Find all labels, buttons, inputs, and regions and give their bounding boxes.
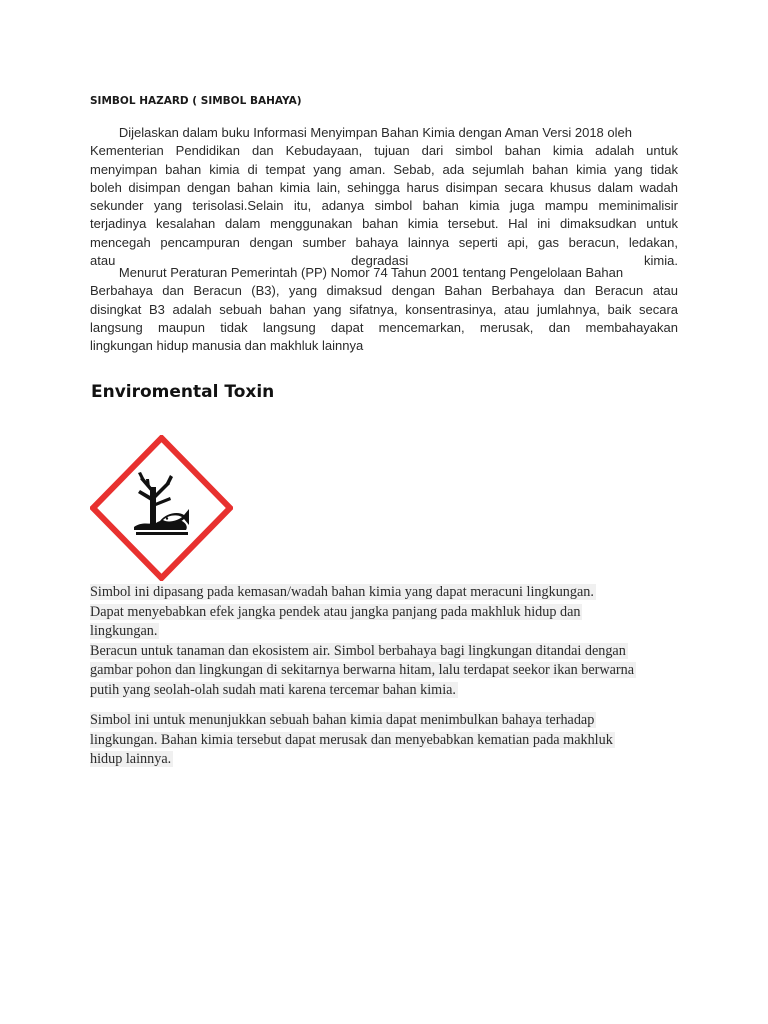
description-line: Simbol ini dipasang pada kemasan/wadah bahan kimia yang dapat meracuni lingkungan. <box>90 584 594 600</box>
environmental-hazard-icon <box>90 435 233 581</box>
description-line: putih yang seolah-olah sudah mati karena tercemar bahan kimia. <box>90 681 456 698</box>
description-block-2 <box>90 711 690 770</box>
description-line: lingkungan. <box>90 623 158 640</box>
paragraph-line: langsung maupun tidak langsung dapat mencemarkan, merusak, dan membahayakan <box>90 319 678 335</box>
paragraph-line: atau degradasi kimia. <box>90 253 678 269</box>
paragraph-line: Berbahaya dan Beracun (B3), yang dimaksud dengan Bahan Berbahaya dan Beracun atau <box>90 283 678 299</box>
description-line: gambar pohon dan lingkungan di sekitarnya berwarna hitam, lalu terdapat seekor ikan berwarna <box>90 662 635 679</box>
paragraph-line: disingkat B3 adalah sebuah bahan yang sifatnya, konsentrasinya, atau jumlahnya, baik secara <box>90 301 678 317</box>
paragraph-line: boleh disimpan dengan bahan kimia lain, sehingga harus disimpan secara khusus dalam wadah <box>90 179 678 195</box>
paragraph-line: Kementerian Pendidikan dan Kebudayaan, tujuan dari simbol bahan kimia adalah untuk <box>90 143 678 159</box>
paragraph-line: Menurut Peraturan Pemerintah (PP) Nomor 74 Tahun 2001 tentang Pengelolaan Bahan <box>90 265 624 280</box>
paragraph-line: sekunder yang terisolasi.Selain itu, adanya simbol bahan kimia juga mampu meminimalisir <box>90 198 678 214</box>
paragraph-intro <box>90 124 678 270</box>
description-line: Beracun untuk tanaman dan ekosistem air. Simbol berbahaya bagi lingkungan ditandai dengan <box>90 642 626 659</box>
description-line: Simbol ini untuk menunjukkan sebuah bahan kimia dapat menimbulkan bahaya terhadap <box>90 712 595 728</box>
section-title: Enviromental Toxin <box>91 382 275 402</box>
description-line: lingkungan. Bahan kimia tersebut dapat merusak dan menyebabkan kematian pada makhluk <box>90 731 613 748</box>
paragraph-line: Dijelaskan dalam buku Informasi Menyimpan Bahan Kimia dengan Aman Versi 2018 oleh <box>90 125 632 140</box>
document-heading: SIMBOL HAZARD ( SIMBOL BAHAYA) <box>90 95 302 107</box>
paragraph-line: terjadinya kesalahan dalam menggunakan bahan kimia tersebut. Hal ini dimaksudkan untuk <box>90 216 678 232</box>
paragraph-line: menyimpan bahan kimia di tempat yang aman. Sebab, ada sejumlah bahan kimia yang tidak <box>90 161 678 177</box>
description-line: hidup lainnya. <box>90 751 172 768</box>
paragraph-regulation <box>90 264 678 355</box>
paragraph-line: mencegah pencampuran dengan sumber bahaya lainnya seperti api, gas beracun, ledakan, <box>90 234 678 250</box>
description-block-1 <box>90 583 690 701</box>
paragraph-line: lingkungan hidup manusia dan makhluk lainnya <box>90 338 364 354</box>
description-line: Dapat menyebabkan efek jangka pendek atau jangka panjang pada makhluk hidup dan <box>90 603 581 620</box>
